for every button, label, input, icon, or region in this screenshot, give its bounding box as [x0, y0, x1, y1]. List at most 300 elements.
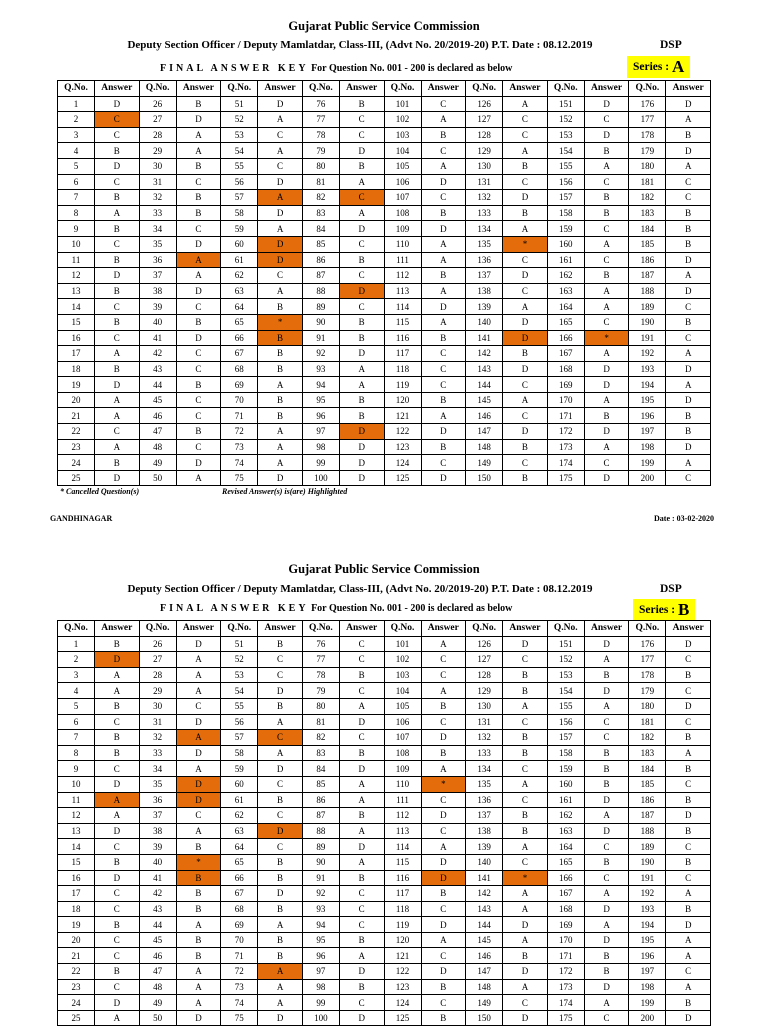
table-row [58, 995, 711, 1011]
question-number: 154 [547, 143, 584, 159]
answer-cell: A [339, 361, 384, 377]
final-answer-key-desc: For Question No. 001 - 200 is declared as below [311, 63, 513, 74]
table-row [58, 808, 711, 824]
answer-cell: C [421, 948, 466, 964]
answer-cell: A [584, 158, 629, 174]
answer-cell: B [339, 870, 384, 886]
question-number: 133 [466, 745, 503, 761]
answer-cell: B [258, 636, 303, 652]
question-number: 102 [384, 652, 421, 668]
question-number: 19 [58, 917, 95, 933]
question-number: 164 [547, 839, 584, 855]
question-number: 76 [302, 636, 339, 652]
qno-header: Q.No. [58, 621, 95, 637]
question-number: 152 [547, 112, 584, 128]
answer-cell: D [176, 1010, 221, 1026]
question-number: 182 [629, 190, 666, 206]
qno-header: Q.No. [302, 81, 339, 97]
answer-cell: D [584, 424, 629, 440]
question-number: 112 [384, 268, 421, 284]
answer-header: Answer [95, 81, 140, 97]
question-number: 42 [139, 346, 176, 362]
answer-cell: A [339, 205, 384, 221]
qno-header: Q.No. [384, 81, 421, 97]
question-number: 34 [139, 221, 176, 237]
question-number: 20 [58, 392, 95, 408]
answer-cell: A [666, 377, 711, 393]
question-number: 187 [629, 808, 666, 824]
question-number: 194 [629, 917, 666, 933]
answer-cell: A [584, 808, 629, 824]
answer-cell: B [258, 698, 303, 714]
answer-cell: D [666, 439, 711, 455]
question-number: 129 [466, 143, 503, 159]
answer-cell: C [258, 268, 303, 284]
answer-cell: A [258, 979, 303, 995]
answer-cell: D [503, 1010, 548, 1026]
answer-cell: C [339, 299, 384, 315]
question-number: 177 [629, 652, 666, 668]
answer-cell: B [176, 901, 221, 917]
answer-header: Answer [95, 621, 140, 637]
question-number: 5 [58, 158, 95, 174]
question-number: 123 [384, 439, 421, 455]
question-number: 181 [629, 174, 666, 190]
answer-cell: B [503, 683, 548, 699]
answer-cell: C [666, 652, 711, 668]
question-number: 199 [629, 455, 666, 471]
question-number: 54 [221, 143, 258, 159]
answer-cell: B [176, 886, 221, 902]
answer-cell: B [421, 979, 466, 995]
answer-cell: D [339, 964, 384, 980]
answer-cell: D [176, 714, 221, 730]
question-number: 126 [466, 636, 503, 652]
question-number: 94 [302, 377, 339, 393]
question-number: 70 [221, 392, 258, 408]
answer-cell: D [421, 854, 466, 870]
answer-cell: D [176, 112, 221, 128]
answer-cell: D [503, 424, 548, 440]
table-header-row [58, 621, 711, 637]
answer-cell: B [339, 392, 384, 408]
question-number: 86 [302, 792, 339, 808]
question-number: 111 [384, 792, 421, 808]
table-row [58, 932, 711, 948]
answer-cell: B [95, 964, 140, 980]
question-number: 108 [384, 205, 421, 221]
answer-cell: C [95, 330, 140, 346]
question-number: 50 [139, 1010, 176, 1026]
question-number: 99 [302, 455, 339, 471]
question-number: 180 [629, 698, 666, 714]
qno-header: Q.No. [466, 621, 503, 637]
question-number: 131 [466, 714, 503, 730]
question-number: 123 [384, 979, 421, 995]
question-number: 160 [547, 776, 584, 792]
question-number: 48 [139, 439, 176, 455]
question-number: 28 [139, 667, 176, 683]
question-number: 159 [547, 221, 584, 237]
final-answer-key-label: FINAL ANSWER KEY [160, 63, 309, 74]
question-number: 141 [466, 870, 503, 886]
answer-cell: C [666, 964, 711, 980]
answer-cell: C [339, 190, 384, 206]
answer-cell: D [339, 221, 384, 237]
question-number: 47 [139, 424, 176, 440]
answer-cell: A [176, 652, 221, 668]
question-number: 35 [139, 236, 176, 252]
question-number: 55 [221, 158, 258, 174]
question-number: 150 [466, 470, 503, 486]
question-number: 58 [221, 745, 258, 761]
question-number: 62 [221, 268, 258, 284]
answer-cell: A [666, 932, 711, 948]
answer-cell: A [584, 346, 629, 362]
answer-cell: * [176, 854, 221, 870]
question-number: 120 [384, 932, 421, 948]
answer-cell: D [421, 964, 466, 980]
answer-cell: C [421, 346, 466, 362]
question-number: 98 [302, 439, 339, 455]
answer-cell: B [503, 730, 548, 746]
question-number: 66 [221, 870, 258, 886]
question-number: 191 [629, 330, 666, 346]
question-number: 137 [466, 268, 503, 284]
question-number: 97 [302, 424, 339, 440]
question-number: 74 [221, 455, 258, 471]
answer-cell: C [421, 190, 466, 206]
answer-header: Answer [339, 81, 384, 97]
question-number: 67 [221, 886, 258, 902]
answer-cell: C [176, 408, 221, 424]
question-number: 135 [466, 236, 503, 252]
answer-cell: B [421, 205, 466, 221]
answer-cell: A [95, 808, 140, 824]
answer-header: Answer [503, 621, 548, 637]
question-number: 73 [221, 979, 258, 995]
question-number: 163 [547, 283, 584, 299]
table-row [58, 158, 711, 174]
question-number: 36 [139, 792, 176, 808]
question-number: 101 [384, 96, 421, 112]
exam-subtitle: Deputy Section Officer / Deputy Mamlatdar, Class-III, (Advt No. 20/2019-20) P.T. Date : 08.12.2019 [127, 583, 593, 595]
answer-cell: A [258, 424, 303, 440]
answer-cell: C [503, 127, 548, 143]
answer-cell: A [666, 268, 711, 284]
question-number: 44 [139, 377, 176, 393]
answer-cell: A [584, 392, 629, 408]
answer-cell: B [176, 96, 221, 112]
question-number: 135 [466, 776, 503, 792]
question-number: 47 [139, 964, 176, 980]
series-prefix: Series : [639, 604, 676, 616]
question-number: 119 [384, 377, 421, 393]
question-number: 7 [58, 190, 95, 206]
question-number: 64 [221, 839, 258, 855]
question-number: 80 [302, 698, 339, 714]
answer-cell: D [258, 823, 303, 839]
answer-cell: B [666, 901, 711, 917]
answer-cell: C [503, 792, 548, 808]
answer-header: Answer [339, 621, 384, 637]
answer-cell: D [421, 424, 466, 440]
question-number: 73 [221, 439, 258, 455]
question-number: 42 [139, 886, 176, 902]
answer-cell: A [666, 886, 711, 902]
question-number: 27 [139, 652, 176, 668]
qno-header: Q.No. [139, 621, 176, 637]
answer-cell: C [584, 252, 629, 268]
answer-cell: D [95, 470, 140, 486]
question-number: 147 [466, 964, 503, 980]
answer-cell: C [176, 221, 221, 237]
question-number: 50 [139, 470, 176, 486]
answer-cell: C [666, 174, 711, 190]
answer-cell: C [176, 392, 221, 408]
qno-header: Q.No. [466, 81, 503, 97]
answer-cell: A [176, 667, 221, 683]
answer-cell: C [584, 455, 629, 471]
question-number: 158 [547, 205, 584, 221]
question-number: 153 [547, 667, 584, 683]
answer-cell: D [421, 299, 466, 315]
answer-cell: A [258, 143, 303, 159]
answer-cell: B [258, 870, 303, 886]
answer-cell: B [584, 948, 629, 964]
answer-cell: A [95, 1010, 140, 1026]
answer-header: Answer [176, 81, 221, 97]
question-number: 17 [58, 886, 95, 902]
answer-cell: D [666, 392, 711, 408]
question-number: 81 [302, 174, 339, 190]
answer-cell: B [666, 761, 711, 777]
question-number: 31 [139, 714, 176, 730]
answer-cell: B [666, 127, 711, 143]
question-number: 146 [466, 948, 503, 964]
question-number: 25 [58, 470, 95, 486]
answer-cell: A [339, 948, 384, 964]
org-title: Gujarat Public Service Commission [288, 562, 480, 576]
answer-cell: A [176, 730, 221, 746]
question-number: 175 [547, 1010, 584, 1026]
question-number: 78 [302, 667, 339, 683]
table-row [58, 901, 711, 917]
answer-cell: D [176, 776, 221, 792]
question-number: 7 [58, 730, 95, 746]
qno-header: Q.No. [58, 81, 95, 97]
answer-cell: D [666, 96, 711, 112]
answer-cell: B [584, 745, 629, 761]
answer-cell: C [339, 917, 384, 933]
answer-cell: C [421, 667, 466, 683]
qno-header: Q.No. [384, 621, 421, 637]
question-number: 102 [384, 112, 421, 128]
question-number: 198 [629, 439, 666, 455]
answer-cell: B [339, 330, 384, 346]
table-row [58, 823, 711, 839]
question-number: 143 [466, 901, 503, 917]
answer-cell: C [421, 96, 466, 112]
answer-cell: A [339, 776, 384, 792]
answer-cell: D [584, 901, 629, 917]
answer-cell: B [584, 854, 629, 870]
answer-cell: B [666, 221, 711, 237]
answer-cell: C [176, 698, 221, 714]
answer-header: Answer [421, 621, 466, 637]
answer-cell: D [584, 636, 629, 652]
question-number: 174 [547, 455, 584, 471]
question-number: 174 [547, 995, 584, 1011]
answer-cell: B [339, 252, 384, 268]
answer-cell: C [339, 886, 384, 902]
answer-cell: C [176, 174, 221, 190]
question-number: 44 [139, 917, 176, 933]
question-number: 81 [302, 714, 339, 730]
answer-cell: B [95, 190, 140, 206]
question-number: 54 [221, 683, 258, 699]
question-number: 10 [58, 236, 95, 252]
table-header-row [58, 81, 711, 97]
question-number: 90 [302, 854, 339, 870]
question-number: 80 [302, 158, 339, 174]
question-number: 120 [384, 392, 421, 408]
question-number: 16 [58, 870, 95, 886]
answer-cell: A [666, 455, 711, 471]
question-number: 185 [629, 236, 666, 252]
answer-cell: B [258, 408, 303, 424]
answer-cell: B [258, 792, 303, 808]
answer-cell: C [339, 652, 384, 668]
question-number: 128 [466, 127, 503, 143]
answer-cell: C [258, 730, 303, 746]
question-number: 41 [139, 870, 176, 886]
question-number: 122 [384, 424, 421, 440]
question-number: 2 [58, 112, 95, 128]
question-number: 117 [384, 886, 421, 902]
table-row [58, 792, 711, 808]
answer-cell: A [584, 652, 629, 668]
answer-cell: A [503, 698, 548, 714]
answer-cell: D [584, 823, 629, 839]
question-number: 144 [466, 377, 503, 393]
dsp-label: DSP [660, 39, 682, 51]
answer-cell: * [584, 330, 629, 346]
answer-cell: B [421, 439, 466, 455]
question-number: 82 [302, 190, 339, 206]
answer-cell: C [503, 652, 548, 668]
answer-cell: B [666, 854, 711, 870]
revised-note: Revised Answer(s) is(are) Highlighted [222, 487, 348, 496]
answer-cell: C [421, 792, 466, 808]
answer-cell: D [666, 283, 711, 299]
table-row [58, 439, 711, 455]
answer-cell: B [258, 392, 303, 408]
answer-cell: B [666, 792, 711, 808]
answer-cell: D [95, 652, 140, 668]
series-letter: B [677, 600, 690, 619]
answer-cell: D [584, 683, 629, 699]
answer-cell: D [584, 979, 629, 995]
question-number: 194 [629, 377, 666, 393]
answer-cell: D [258, 236, 303, 252]
question-number: 117 [384, 346, 421, 362]
series-prefix: Series : [633, 61, 670, 73]
question-number: 159 [547, 761, 584, 777]
question-number: 121 [384, 408, 421, 424]
table-row [58, 776, 711, 792]
answer-cell: A [666, 979, 711, 995]
question-number: 84 [302, 761, 339, 777]
answer-cell: A [666, 346, 711, 362]
question-number: 53 [221, 127, 258, 143]
answer-cell: D [258, 252, 303, 268]
answer-cell: B [176, 948, 221, 964]
question-number: 121 [384, 948, 421, 964]
question-number: 83 [302, 745, 339, 761]
question-number: 69 [221, 377, 258, 393]
answer-cell: B [258, 346, 303, 362]
answer-cell: C [339, 236, 384, 252]
answer-cell: B [95, 252, 140, 268]
answer-cell: B [421, 330, 466, 346]
question-number: 70 [221, 932, 258, 948]
question-number: 100 [302, 1010, 339, 1026]
question-number: 43 [139, 361, 176, 377]
question-number: 108 [384, 745, 421, 761]
answer-cell: A [176, 995, 221, 1011]
question-number: 136 [466, 252, 503, 268]
question-number: 87 [302, 808, 339, 824]
series-letter: A [671, 57, 685, 76]
answer-cell: A [258, 455, 303, 471]
table-row [58, 143, 711, 159]
answer-cell: B [95, 314, 140, 330]
answer-cell: A [258, 221, 303, 237]
answer-cell: C [503, 283, 548, 299]
question-number: 30 [139, 698, 176, 714]
question-number: 38 [139, 823, 176, 839]
question-number: 52 [221, 112, 258, 128]
question-number: 29 [139, 683, 176, 699]
question-number: 72 [221, 964, 258, 980]
question-number: 39 [139, 299, 176, 315]
answer-cell: B [421, 268, 466, 284]
answer-cell: B [176, 424, 221, 440]
answer-cell: C [503, 112, 548, 128]
answer-cell: B [584, 268, 629, 284]
answer-cell: A [503, 979, 548, 995]
answer-cell: D [503, 917, 548, 933]
question-number: 151 [547, 96, 584, 112]
question-number: 151 [547, 636, 584, 652]
answer-cell: D [95, 776, 140, 792]
answer-cell: A [95, 408, 140, 424]
answer-cell: D [339, 839, 384, 855]
answer-cell: C [666, 683, 711, 699]
question-number: 148 [466, 439, 503, 455]
answer-cell: A [584, 299, 629, 315]
question-number: 65 [221, 314, 258, 330]
question-number: 110 [384, 236, 421, 252]
answer-cell: B [666, 995, 711, 1011]
question-number: 115 [384, 854, 421, 870]
question-number: 32 [139, 730, 176, 746]
answer-cell: A [95, 683, 140, 699]
question-number: 190 [629, 314, 666, 330]
answer-cell: B [503, 158, 548, 174]
org-title: Gujarat Public Service Commission [288, 19, 480, 33]
